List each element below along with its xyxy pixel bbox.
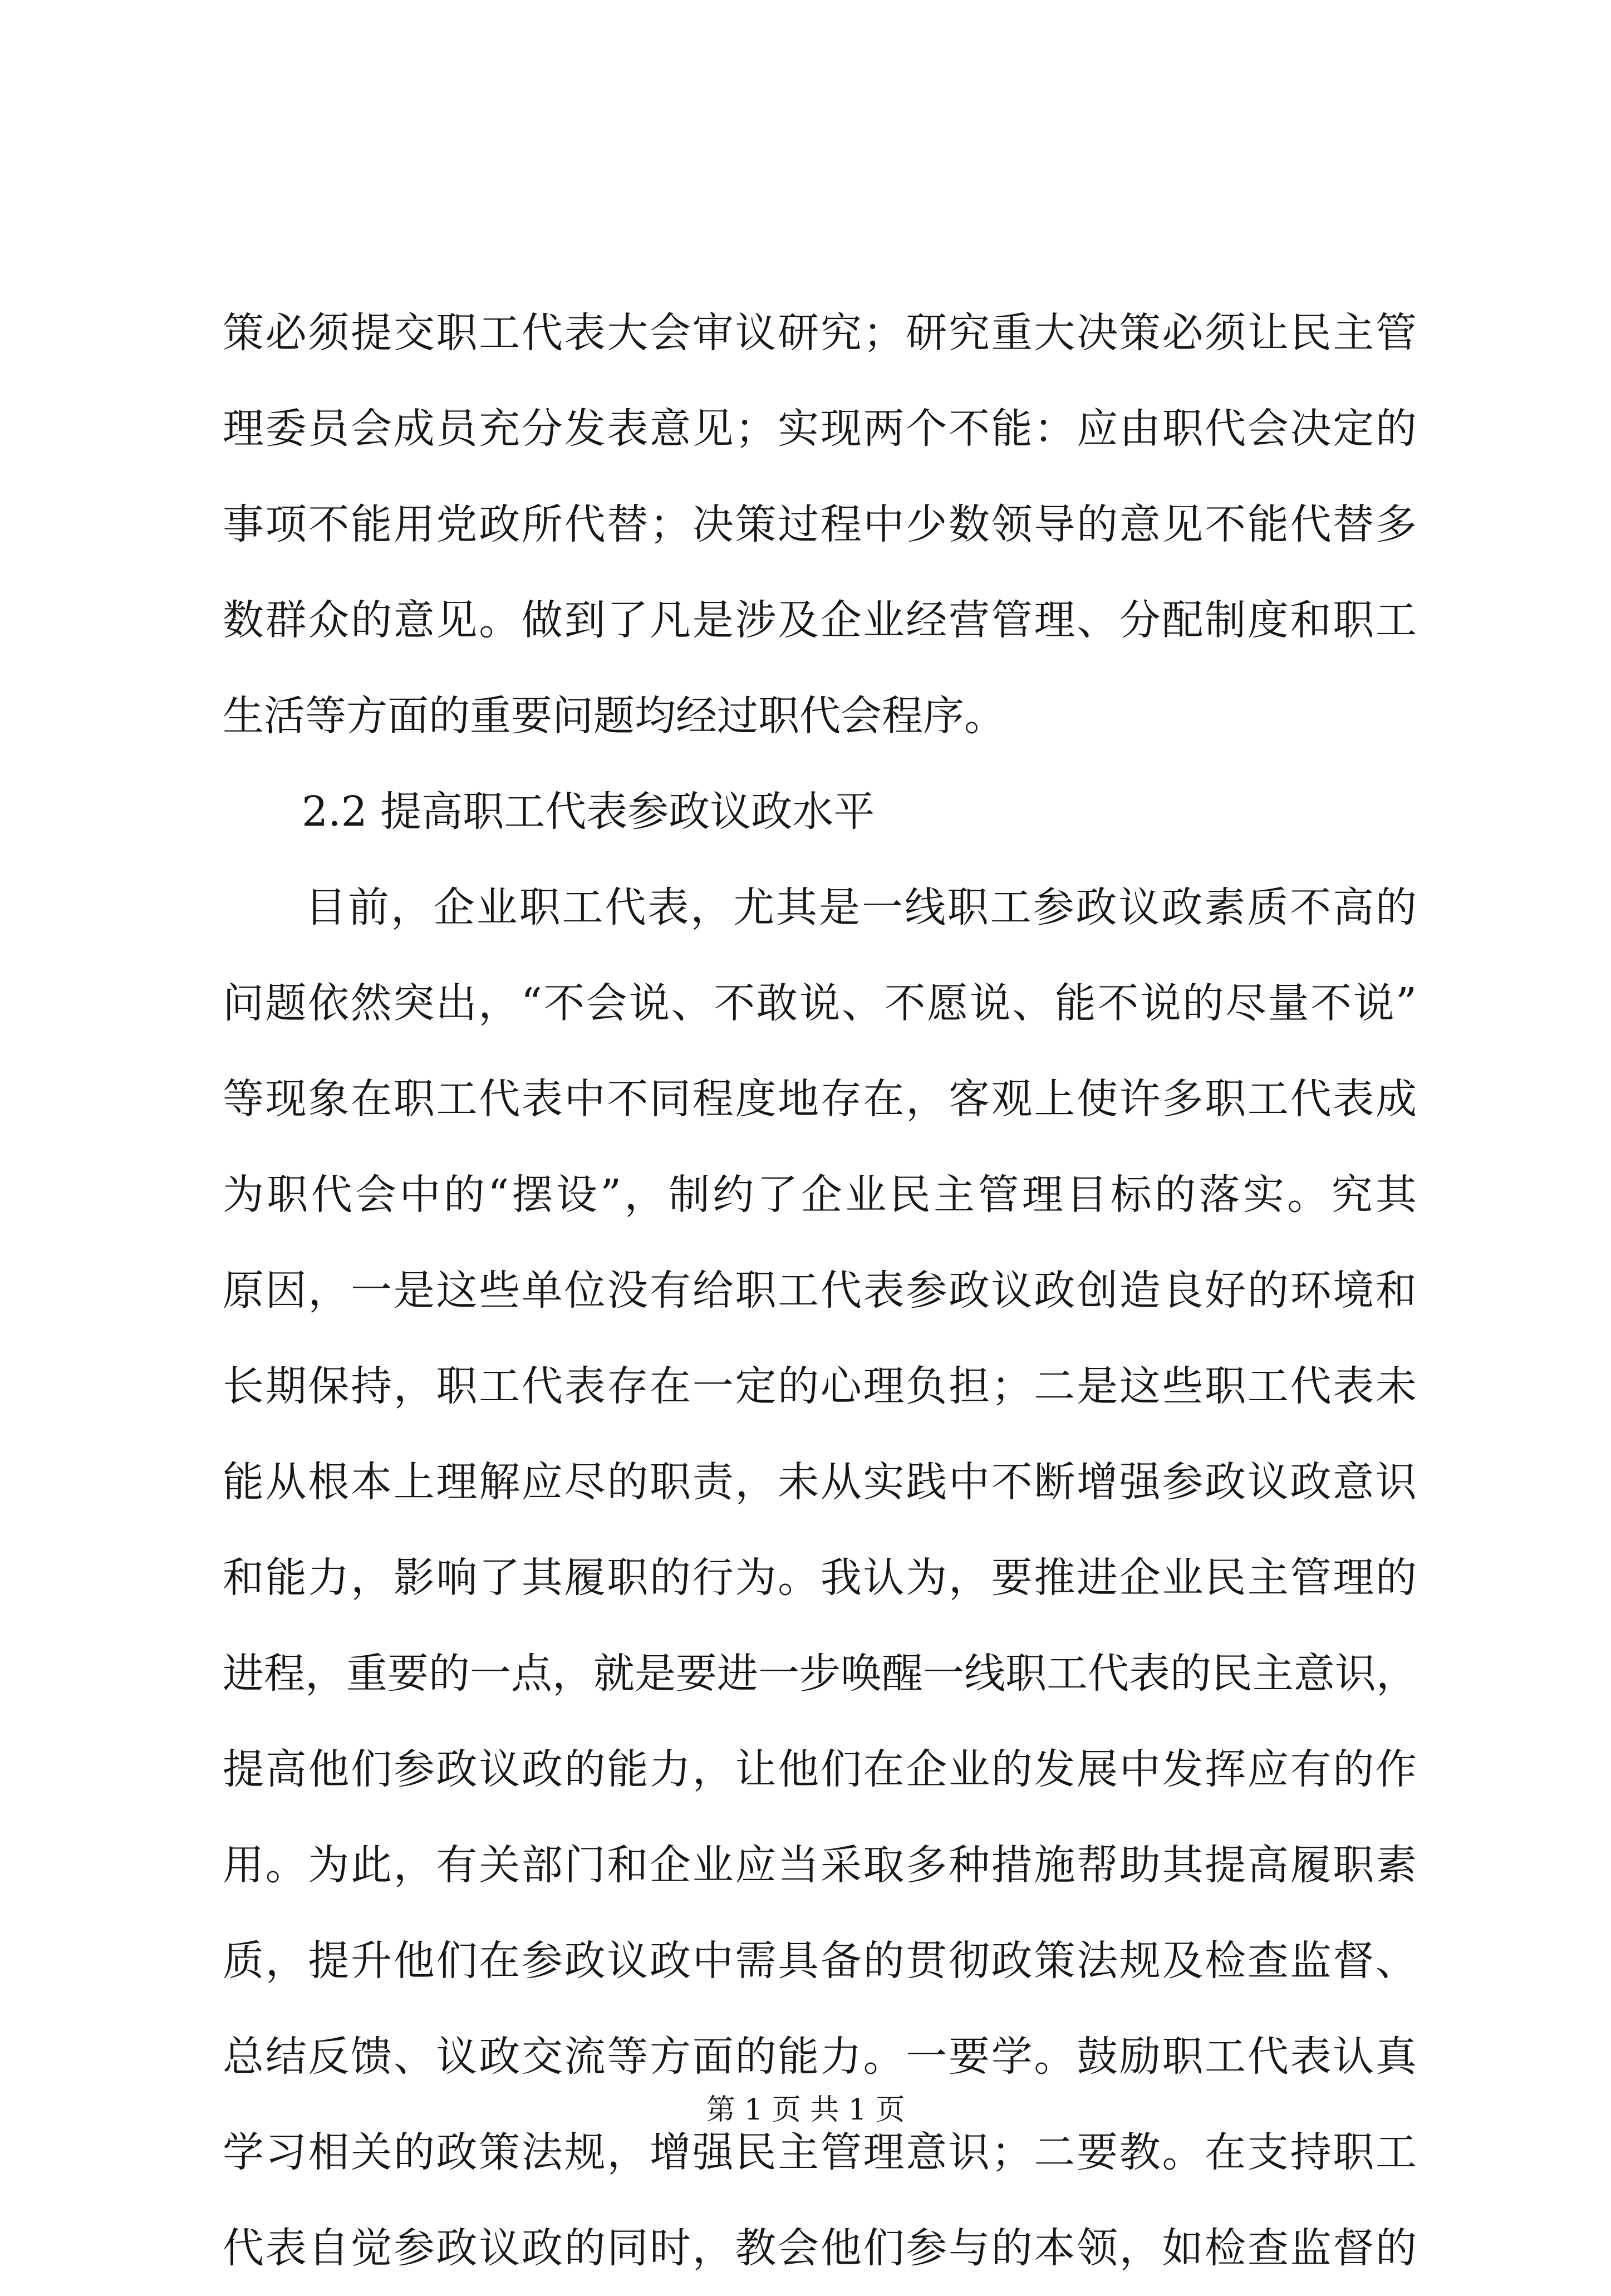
body-line: 质，提升他们在参政议政中需具备的贯彻政策法规及检查监督、 xyxy=(223,1937,1417,1985)
body-line: 策必须提交职工代表大会审议研究；研究重大决策必须让民主管 xyxy=(223,309,1417,357)
body-line: 等现象在职工代表中不同程度地存在，客观上使许多职工代表成 xyxy=(223,1075,1417,1123)
document-body xyxy=(223,285,1417,2296)
section-heading: 2.2 提高职工代表参政议政水平 xyxy=(302,788,875,836)
body-line: 为职代会中的“摆设”，制约了企业民主管理目标的落实。究其 xyxy=(223,1171,1417,1219)
body-line: 进程，重要的一点，就是要进一步唤醒一线职工代表的民主意识， xyxy=(223,1650,1417,1698)
body-line: 问题依然突出，“不会说、不敢说、不愿说、能不说的尽量不说” xyxy=(223,979,1417,1027)
body-line: 和能力，影响了其履职的行为。我认为，要推进企业民主管理的 xyxy=(223,1554,1417,1602)
body-line: 数群众的意见。做到了凡是涉及企业经营管理、分配制度和职工 xyxy=(223,596,1417,644)
body-line: 学习相关的政策法规，增强民主管理意识；二要教。在支持职工 xyxy=(223,2128,1417,2176)
page-number-footer: 第 1 页 共 1 页 xyxy=(706,2093,905,2127)
body-line: 原因，一是这些单位没有给职工代表参政议政创造良好的环境和 xyxy=(223,1267,1417,1314)
body-line: 事项不能用党政所代替；决策过程中少数领导的意见不能代替多 xyxy=(223,501,1417,548)
body-line: 代表自觉参政议政的同时，教会他们参与的本领，如检查监督的 xyxy=(223,2224,1417,2272)
body-line: 长期保持，职工代表存在一定的心理负担；二是这些职工代表未 xyxy=(223,1362,1417,1410)
body-line: 提高他们参政议政的能力，让他们在企业的发展中发挥应有的作 xyxy=(223,1745,1417,1793)
body-line: 生活等方面的重要问题均经过职代会程序。 xyxy=(223,692,1005,740)
body-line: 用。为此，有关部门和企业应当采取多种措施帮助其提高履职素 xyxy=(223,1841,1417,1889)
body-line: 能从根本上理解应尽的职责，未从实践中不断增强参政议政意识 xyxy=(223,1458,1417,1506)
body-line: 总结反馈、议政交流等方面的能力。一要学。鼓励职工代表认真 xyxy=(223,2033,1417,2081)
body-line: 目前，企业职工代表，尤其是一线职工参政议政素质不高的 xyxy=(305,884,1417,931)
body-line: 理委员会成员充分发表意见；实现两个不能：应由职代会决定的 xyxy=(223,405,1417,453)
